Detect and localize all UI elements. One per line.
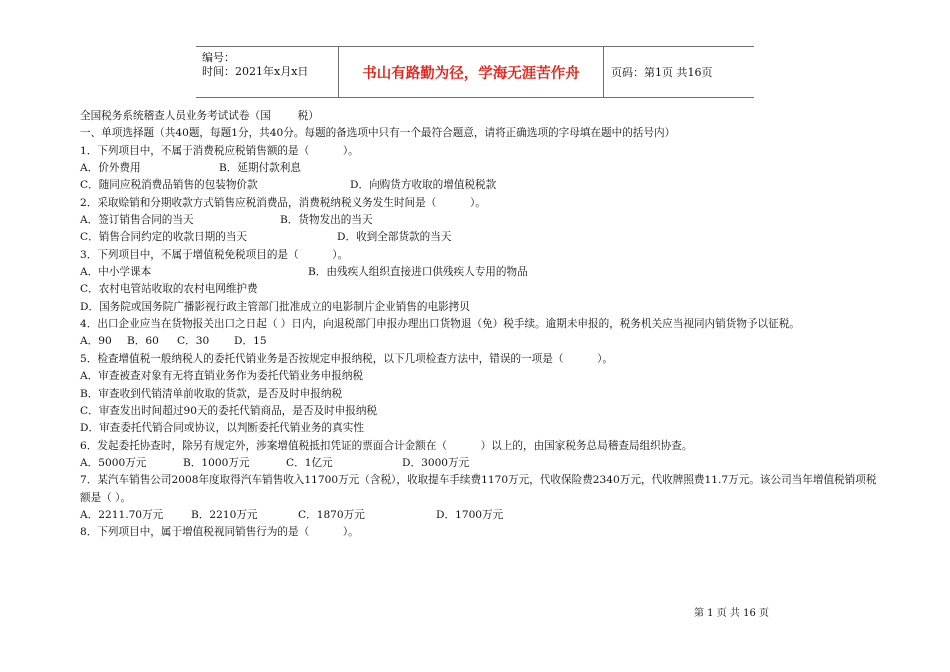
options-row [80, 177, 880, 194]
option-a: A．价外费用 [80, 162, 141, 175]
question-4: 4．出口企业应当在货物报关出口之日起（ ）日内，向退税部门申报办理出口货物退（免）税手续。逾期未申报的，税务机关应当视同内销货物予以征税。 [80, 318, 800, 331]
option-c: C．1亿元 [286, 456, 333, 469]
option-d: D．15 [234, 335, 267, 348]
option-b: B．货物发出的当天 [280, 214, 373, 227]
question-6: 6．发起委托协查时，除另有规定外，涉案增值税抵扣凭证的票面合计金额在（ ）以上的，由国家税务总局稽查局组织协查。 [80, 439, 693, 452]
page-footer: 第 1 页 共 16 页 [694, 608, 769, 619]
question-2: 2．采取赊销和分期收款方式销售应税消费品，消费税纳税义务发生时间是（ ）。 [80, 196, 486, 209]
options-row [80, 160, 880, 177]
option-b: B．60 [127, 335, 159, 348]
options-row [80, 333, 880, 350]
question-7: 7．某汽车销售公司2008年度取得汽车销售收入11700万元（含税），收取提车手续费1170万元，代收保险费2340万元，代收牌照费11.7万元。该公司当年增值税销项税额是（ ）。 [80, 474, 877, 504]
option-c: C．30 [177, 335, 210, 348]
option-d: D．国务院或国务院广播影视行政主管部门批准成立的电影制片企业销售的电影拷贝 [80, 300, 470, 313]
option-a: A．审查被查对象有无将直销业务作为委托代销业务申报纳税 [80, 370, 364, 383]
header-meta [196, 47, 339, 97]
page-header [196, 46, 754, 98]
header-page-info: 页码：第1页 共16页 [611, 66, 713, 79]
option-a: A．90 [80, 335, 112, 348]
option-a: A．5000万元 [80, 456, 147, 469]
question-1: 1．下列项目中，不属于消费税应税销售额的是（ ）。 [80, 144, 359, 157]
question-3: 3．下列项目中，不属于增值税免税项目的是（ ）。 [80, 248, 349, 261]
time-label: 时间：2021年x月x日 [202, 65, 309, 78]
option-d: D．收到全部货款的当天 [337, 231, 452, 244]
option-c: C．1870万元 [298, 508, 365, 521]
option-d: D．3000万元 [402, 456, 470, 469]
option-b: B．由残疾人组织直接进口供残疾人专用的物品 [308, 266, 528, 279]
options-row [80, 212, 880, 229]
option-a: A．签订销售合同的当天 [80, 214, 194, 227]
option-c: C．审查发出时间超过90天的委托代销商品，是否及时申报纳税 [80, 404, 378, 417]
options-row [80, 229, 880, 246]
option-a: A．2211.70万元 [80, 508, 164, 521]
options-row [80, 264, 880, 281]
option-b: B．2210万元 [191, 508, 258, 521]
header-motto: 书山有路勤为径，学海无涯苦作舟 [339, 47, 604, 97]
option-c: C．销售合同约定的收款日期的当天 [80, 231, 248, 244]
option-c: C．农村电管站收取的农村电网维护费 [80, 283, 258, 296]
exam-title: 全国税务系统稽查人员业务考试试卷（国 税） [80, 110, 319, 122]
option-b: B．延期付款利息 [219, 162, 301, 175]
question-8: 8．下列项目中，属于增值税视同销售行为的是（ ）。 [80, 526, 359, 539]
option-c: C．随同应税消费品销售的包装物价款 [80, 179, 258, 192]
option-d: D．向购货方收取的增值税税款 [350, 179, 497, 192]
options-row [80, 507, 880, 524]
options-row [80, 455, 880, 472]
option-b: B．1000万元 [183, 456, 250, 469]
option-a: A．中小学课本 [80, 266, 152, 279]
number-label: 编号： [202, 51, 235, 64]
option-d: D．1700万元 [436, 508, 504, 521]
exam-body [80, 108, 880, 542]
option-d: D．审查委托代销合同或协议，以判断委托代销业务的真实性 [80, 422, 364, 435]
question-5: 5．检查增值税一般纳税人的委托代销业务是否按规定申报纳税，以下几项检查方法中，错误的一项是（ ）。 [80, 352, 614, 365]
section-heading: 一、单项选择题（共40题，每题1分，共40分。每题的备选项中只有一个最符合题意，请将正确选项的字母填在题中的括号内） [80, 127, 676, 140]
option-b: B．审查收到代销清单前收取的货款，是否及时申报纳税 [80, 387, 343, 400]
